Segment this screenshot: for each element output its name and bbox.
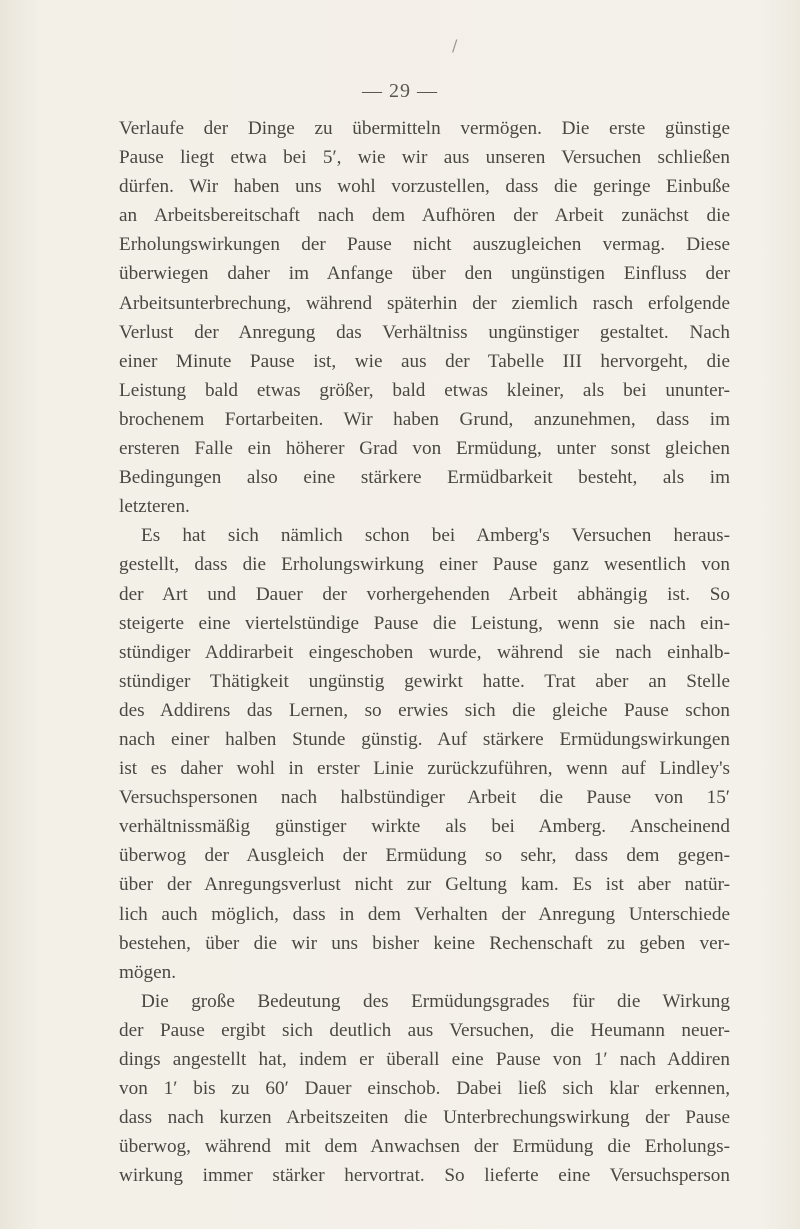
text-line: einer Minute Pause ist, wie aus der Tabelle III hervorgeht, die xyxy=(119,350,730,372)
text-line: brochenem Fortarbeiten. Wir haben Grund, anzunehmen, dass im xyxy=(119,408,730,430)
text-line: überwog, während mit dem Anwachsen der Ermüdung die Erholungs- xyxy=(119,1136,730,1158)
page-number: — 29 — xyxy=(362,80,438,102)
text-line: letzteren. xyxy=(119,496,190,518)
text-line: ersteren Falle ein höherer Grad von Ermüdung, unter sonst gleichen xyxy=(119,438,730,460)
paragraph xyxy=(119,987,730,1191)
text-line: gestellt, dass die Erholungswirkung einer Pause ganz wesentlich von xyxy=(119,554,730,576)
text-line: Versuchspersonen nach halbstündiger Arbeit die Pause von 15′ xyxy=(119,787,730,809)
text-line: Verlaufe der Dinge zu übermitteln vermögen. Die erste günstige xyxy=(119,118,730,139)
text-line: Es hat sich nämlich schon bei Amberg's Versuchen heraus- xyxy=(141,525,730,547)
text-line: der Art und Dauer der vorhergehenden Arbeit abhängig ist. So xyxy=(119,583,730,605)
text-line: stündiger Addirarbeit eingeschoben wurde, während sie nach einhalb- xyxy=(119,641,730,663)
text-line: steigerte eine viertelstündige Pause die Leistung, wenn sie nach ein- xyxy=(119,612,730,634)
paragraph xyxy=(119,114,730,521)
text-line: stündiger Thätigkeit ungünstig gewirkt hatte. Trat aber an Stelle xyxy=(119,670,730,692)
text-line: an Arbeitsbereitschaft nach dem Aufhören der Arbeit zunächst die xyxy=(119,205,730,227)
paragraph xyxy=(119,521,730,987)
text-line: dass nach kurzen Arbeitszeiten die Unterbrechungswirkung der Pause xyxy=(119,1107,730,1129)
text-line: mögen. xyxy=(119,961,177,983)
text-line: Erholungswirkungen der Pause nicht auszugleichen vermag. Diese xyxy=(119,234,730,256)
text-line: Leistung bald etwas größer, bald etwas kleiner, als bei ununter- xyxy=(119,379,730,401)
body-text xyxy=(119,114,730,1190)
text-line: Die große Bedeutung des Ermüdungsgrades für die Wirkung xyxy=(141,990,730,1012)
text-line: des Addirens das Lernen, so erwies sich die gleiche Pause schon xyxy=(119,699,730,721)
text-line: Verlust der Anregung das Verhältniss ungünstiger gestaltet. Nach xyxy=(119,321,730,343)
text-line: ist es daher wohl in erster Linie zurückzuführen, wenn auf Lindley's xyxy=(119,758,730,780)
text-line: der Pause ergibt sich deutlich aus Versuchen, die Heumann neuer- xyxy=(119,1019,730,1041)
text-line: Pause liegt etwa bei 5′, wie wir aus unseren Versuchen schließen xyxy=(119,147,730,169)
text-line: dings angestellt hat, indem er überall eine Pause von 1′ nach Addiren xyxy=(119,1049,730,1070)
text-line: überwog der Ausgleich der Ermüdung so sehr, dass dem gegen- xyxy=(119,845,730,867)
text-line: dürfen. Wir haben uns wohl vorzustellen, dass die geringe Einbuße xyxy=(119,176,730,198)
pencil-mark: / xyxy=(452,36,458,55)
text-line: bestehen, über die wir uns bisher keine Rechenschaft zu geben ver- xyxy=(119,932,730,954)
text-line: wirkung immer stärker hervortrat. So lieferte eine Versuchsperson xyxy=(119,1165,730,1187)
text-line: lich auch möglich, dass in dem Verhalten der Anregung Unterschiede xyxy=(119,903,730,925)
text-line: von 1′ bis zu 60′ Dauer einschob. Dabei ließ sich klar erkennen, xyxy=(119,1078,730,1100)
text-line: nach einer halben Stunde günstig. Auf stärkere Ermüdungswirkungen xyxy=(119,728,730,750)
text-line: Bedingungen also eine stärkere Ermüdbarkeit besteht, als im xyxy=(119,467,730,489)
text-line: Arbeitsunterbrechung, während späterhin der ziemlich rasch erfolgende xyxy=(119,292,730,314)
text-line: überwiegen daher im Anfange über den ungünstigen Einfluss der xyxy=(119,263,730,285)
text-line: verhältnissmäßig günstiger wirkte als bei Amberg. Anscheinend xyxy=(119,816,730,838)
text-line: über der Anregungsverlust nicht zur Geltung kam. Es ist aber natür- xyxy=(119,874,730,896)
